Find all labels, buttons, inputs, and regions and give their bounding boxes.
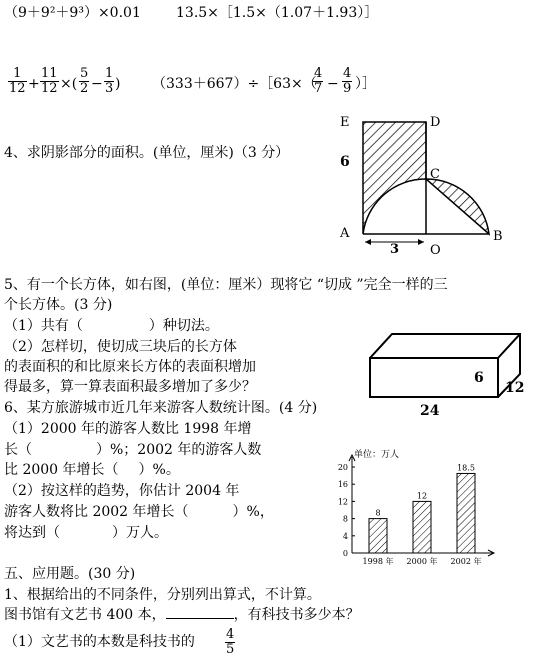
fraction-4-5: 4 5: [226, 627, 235, 657]
question-5-line1: 5、有一个长方体，如右图，(单位：厘米）现将它 “切成 ”完全一样的三: [4, 277, 448, 293]
fraction-5-2: 5 2: [80, 66, 89, 96]
fraction-4-9: 4 9: [343, 66, 352, 96]
question-6-sub1-line3: 比 2000 年增长（ ）%。: [4, 462, 180, 478]
x-tick-label: 2002 年: [450, 557, 482, 566]
svg-text:6: 6: [340, 154, 350, 170]
bar-value-label: 18.5: [457, 463, 475, 473]
question-5-sub2-line2: 的表面积的和比原来长方体的表面积增加: [4, 359, 256, 375]
cuboid-figure: [360, 324, 525, 419]
svg-text:B: B: [493, 229, 503, 244]
question-5-sub1: （1）共有（ ）种切法。: [4, 318, 219, 334]
question-6-sub1-line1: （1）2000 年的游客人数比 1998 年增: [4, 421, 252, 437]
fraction-4-7: 4 7: [314, 66, 323, 96]
bar: [457, 473, 475, 553]
question-6-sub2-line2: 游客人数将比 2002 年增长（ ）%，: [4, 504, 274, 520]
y-tick-label: 8: [342, 514, 348, 524]
bar-value-label: 12: [416, 491, 428, 501]
question-5-sub2-line3: 得最多，算一算表面积最多增加了多少？: [4, 379, 256, 395]
question-6-sub2-line1: （2）按这样的趋势，你估计 2004 年: [4, 483, 240, 499]
fraction-1-12: 1 12: [9, 66, 26, 96]
y-tick-label: 12: [337, 497, 348, 507]
shaded-area-figure: [330, 108, 535, 258]
y-tick-label: 20: [337, 463, 348, 472]
expression-1: （9＋9²＋9³）×0.01: [4, 5, 141, 21]
question-5-line2: 个长方体。(3 分): [4, 297, 113, 313]
shaded-region-right: [426, 179, 489, 234]
chart-unit-label: 单位：万人: [354, 450, 400, 460]
y-tick-label: 4: [342, 531, 348, 541]
section-5-q1-line2: 图书馆有文艺书 400 本， ，有科技书多少本？: [4, 607, 360, 623]
svg-text:12: 12: [505, 380, 525, 396]
section-5-title: 五、应用题。(30 分): [4, 566, 136, 582]
x-tick-label: 1998 年: [362, 557, 394, 566]
question-6-line1: 6、某方旅游城市近几年来游客人数统计图。(4 分): [4, 400, 318, 416]
question-5-sub2-line1: （2）怎样切，使切成三块后的长方体: [4, 339, 237, 355]
condition-blank: [166, 618, 234, 619]
svg-text:E: E: [340, 115, 350, 130]
visitor-bar-chart: [322, 443, 502, 575]
question-4-text: 4、求阴影部分的面积。(单位，厘米)（3 分）: [4, 145, 290, 161]
svg-text:24: 24: [420, 403, 440, 419]
question-6-sub2-line3: 将达到（ ）万人。: [4, 525, 168, 541]
shaded-region-left: [363, 122, 426, 234]
svg-text:6: 6: [474, 370, 484, 386]
x-tick-label: 2000 年: [406, 557, 438, 566]
fraction-1-3: 1 3: [105, 66, 114, 96]
y-tick-label: 0: [342, 549, 348, 558]
question-6-sub1-line2: 长（ ）%；2002 年的游客人数: [4, 442, 262, 458]
y-tick-label: 16: [337, 480, 348, 490]
section-5-q1-line1: 1、根据给出的不同条件，分别列出算式，不计算。: [4, 587, 321, 603]
bar-value-label: 8: [375, 508, 381, 518]
expression-2: 13.5×［1.5×（1.07＋1.93）］: [176, 5, 379, 21]
bar: [413, 501, 431, 553]
fraction-11-12: 11 12: [41, 66, 58, 96]
svg-text:D: D: [430, 115, 441, 130]
bar: [369, 519, 387, 553]
svg-text:A: A: [340, 226, 350, 241]
svg-text:3: 3: [390, 242, 400, 257]
svg-text:C: C: [430, 167, 440, 182]
section-5-q1-sub1: （1）文艺书的本数是科技书的: [4, 634, 195, 650]
svg-text:O: O: [430, 243, 441, 258]
